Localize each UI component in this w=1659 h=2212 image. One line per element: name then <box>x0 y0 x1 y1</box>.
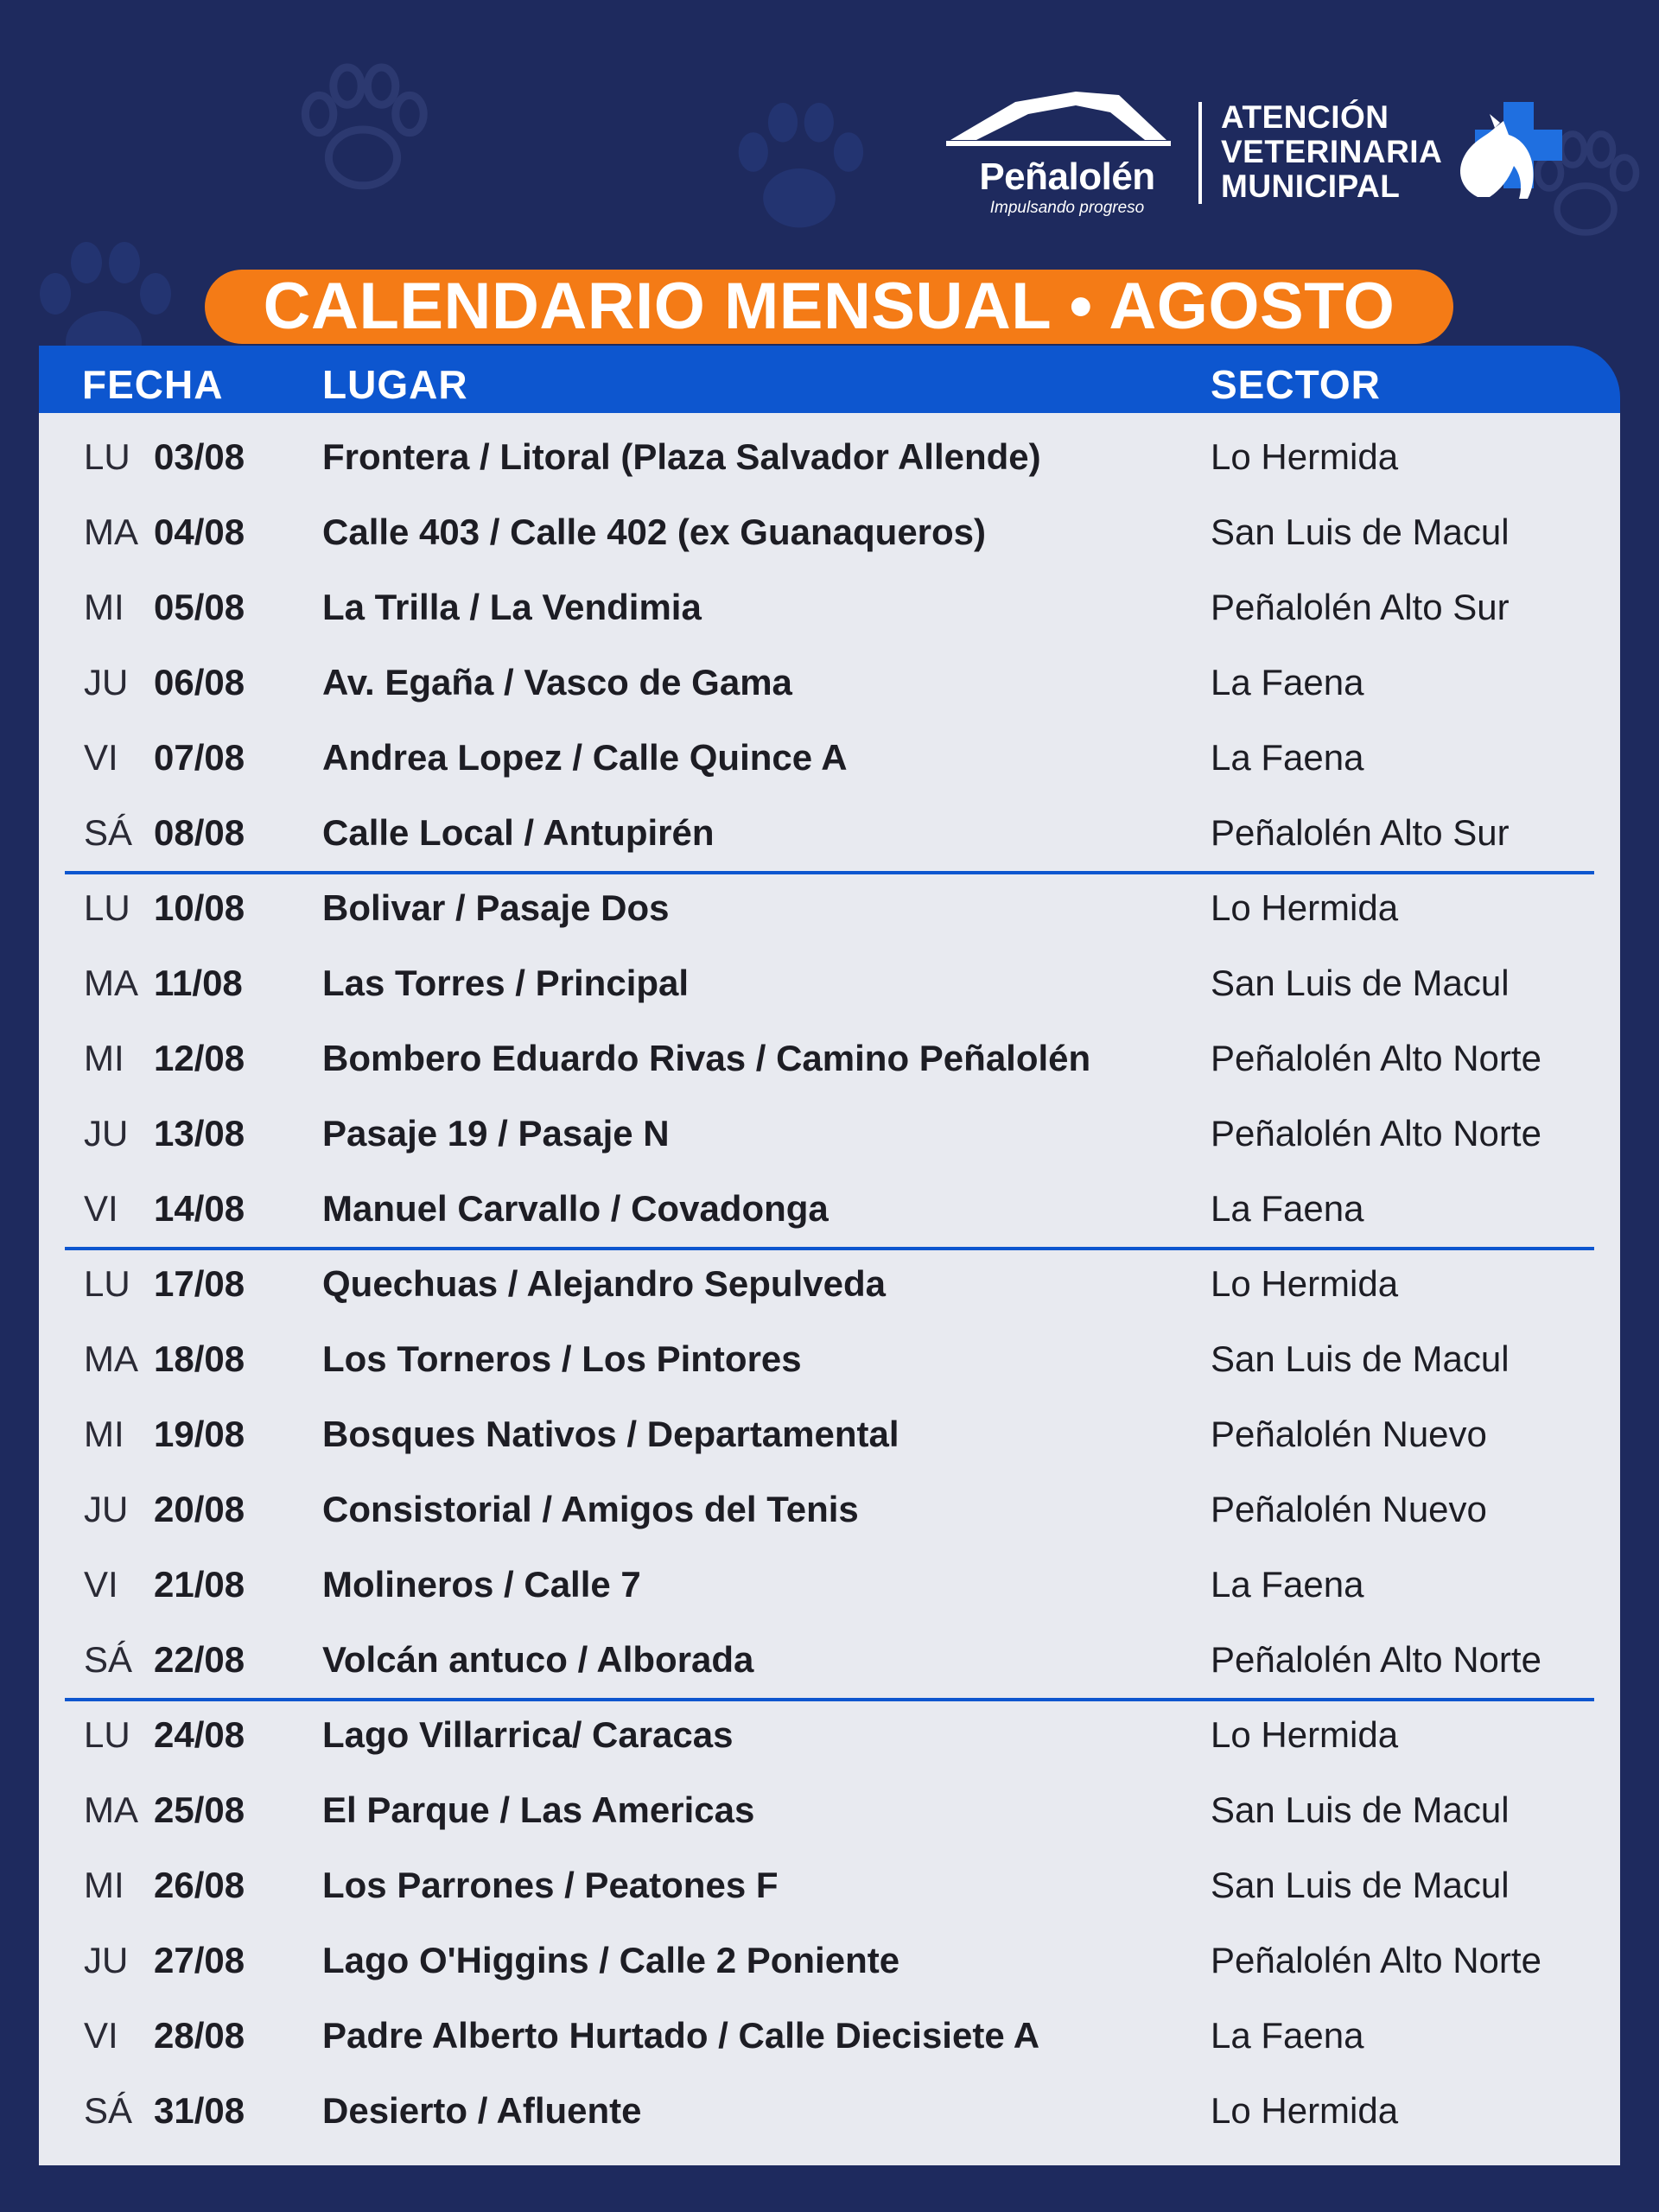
row-date: 22/08 <box>154 1639 245 1680</box>
table-row <box>39 1396 1620 1471</box>
row-day: MI <box>84 1038 124 1078</box>
header-divider <box>1198 102 1202 204</box>
paw-print-icon <box>285 52 441 207</box>
row-place: Bolivar / Pasaje Dos <box>322 887 670 928</box>
row-sector: Peñalolén Alto Sur <box>1211 812 1510 853</box>
row-place: La Trilla / La Vendimia <box>322 587 702 627</box>
row-date: 24/08 <box>154 1714 245 1755</box>
row-place: Pasaje 19 / Pasaje N <box>322 1113 670 1154</box>
title-banner <box>205 270 1453 344</box>
table-row <box>39 419 1620 494</box>
row-sector: La Faena <box>1211 2015 1364 2056</box>
table-row <box>39 1321 1620 1396</box>
row-place: Molineros / Calle 7 <box>322 1564 641 1605</box>
row-date: 05/08 <box>154 587 245 627</box>
row-date: 06/08 <box>154 662 245 702</box>
row-date: 20/08 <box>154 1489 245 1529</box>
row-place: Calle Local / Antupirén <box>322 812 715 853</box>
row-date: 07/08 <box>154 737 245 778</box>
table-row <box>39 945 1620 1020</box>
row-place: Av. Egaña / Vasco de Gama <box>322 662 792 702</box>
table-row <box>39 870 1620 945</box>
table-row <box>39 1547 1620 1622</box>
row-date: 11/08 <box>154 963 243 1003</box>
row-day: LU <box>84 887 130 928</box>
row-sector: Lo Hermida <box>1211 887 1399 928</box>
logo-slogan: Impulsando progreso <box>989 199 1145 217</box>
row-sector: Lo Hermida <box>1211 1263 1399 1304</box>
row-day: JU <box>84 1940 129 1980</box>
row-day: VI <box>84 1188 118 1229</box>
row-place: Calle 403 / Calle 402 (ex Guanaqueros) <box>322 512 987 552</box>
row-sector: San Luis de Macul <box>1211 1865 1510 1905</box>
row-place: Los Parrones / Peatones F <box>322 1865 779 1905</box>
row-day: MI <box>84 1865 124 1905</box>
row-day: JU <box>84 1489 129 1529</box>
table-row <box>39 1246 1620 1321</box>
schedule-table <box>39 413 1620 2165</box>
row-sector: San Luis de Macul <box>1211 963 1510 1003</box>
row-day: VI <box>84 1564 118 1605</box>
row-day: MA <box>84 1338 138 1379</box>
service-line: MUNICIPAL <box>1221 168 1401 204</box>
table-row <box>39 645 1620 720</box>
row-sector: San Luis de Macul <box>1211 512 1510 552</box>
row-place: Consistorial / Amigos del Tenis <box>322 1489 859 1529</box>
row-sector: La Faena <box>1211 1188 1364 1229</box>
row-place: Bombero Eduardo Rivas / Camino Peñalolén <box>322 1038 1091 1078</box>
header-date: FECHA <box>82 362 224 407</box>
row-day: SÁ <box>84 2090 133 2131</box>
row-day: MA <box>84 512 138 552</box>
row-day: SÁ <box>84 812 133 853</box>
row-place: Andrea Lopez / Calle Quince A <box>322 737 848 778</box>
table-row <box>39 494 1620 569</box>
row-day: VI <box>84 737 118 778</box>
table-row <box>39 569 1620 645</box>
row-date: 13/08 <box>154 1113 245 1154</box>
row-day: VI <box>84 2015 118 2056</box>
row-sector: Peñalolén Nuevo <box>1211 1414 1487 1454</box>
row-date: 10/08 <box>154 887 245 928</box>
row-date: 26/08 <box>154 1865 245 1905</box>
row-date: 18/08 <box>154 1338 245 1379</box>
row-sector: Lo Hermida <box>1211 1714 1399 1755</box>
row-day: JU <box>84 1113 129 1154</box>
row-date: 03/08 <box>154 436 245 477</box>
row-place: Padre Alberto Hurtado / Calle Diecisiete A <box>322 2015 1040 2056</box>
row-day: MA <box>84 1789 138 1830</box>
row-sector: Peñalolén Alto Norte <box>1211 1038 1541 1078</box>
row-day: SÁ <box>84 1639 133 1680</box>
table-row <box>39 1998 1620 2073</box>
paw-print-icon <box>717 86 881 251</box>
table-row <box>39 1171 1620 1246</box>
table-row <box>39 1923 1620 1998</box>
table-row <box>39 720 1620 795</box>
table-row <box>39 2073 1620 2148</box>
row-sector: Lo Hermida <box>1211 436 1399 477</box>
header-sector: SECTOR <box>1211 362 1381 407</box>
row-date: 31/08 <box>154 2090 245 2131</box>
row-sector: San Luis de Macul <box>1211 1338 1510 1379</box>
table-row <box>39 1772 1620 1847</box>
row-sector: Lo Hermida <box>1211 2090 1399 2131</box>
table-row <box>39 1471 1620 1547</box>
row-date: 19/08 <box>154 1414 245 1454</box>
row-date: 08/08 <box>154 812 245 853</box>
row-place: Lago O'Higgins / Calle 2 Poniente <box>322 1940 900 1980</box>
row-place: Volcán antuco / Alborada <box>322 1639 754 1680</box>
row-sector: San Luis de Macul <box>1211 1789 1510 1830</box>
row-date: 21/08 <box>154 1564 245 1605</box>
row-day: JU <box>84 662 129 702</box>
table-header <box>39 346 1620 413</box>
row-sector: Peñalolén Alto Norte <box>1211 1940 1541 1980</box>
row-date: 25/08 <box>154 1789 245 1830</box>
row-sector: Peñalolén Alto Sur <box>1211 587 1510 627</box>
table-row <box>39 795 1620 870</box>
row-place: Desierto / Afluente <box>322 2090 642 2131</box>
table-row <box>39 1020 1620 1096</box>
row-place: Lago Villarrica/ Caracas <box>322 1714 734 1755</box>
row-sector: La Faena <box>1211 662 1364 702</box>
row-date: 17/08 <box>154 1263 245 1304</box>
table-row <box>39 1847 1620 1923</box>
row-sector: Peñalolén Alto Norte <box>1211 1113 1541 1154</box>
row-day: LU <box>84 1263 130 1304</box>
row-day: MI <box>84 1414 124 1454</box>
row-sector: La Faena <box>1211 737 1364 778</box>
row-day: MA <box>84 963 138 1003</box>
mountain-logo-icon <box>946 86 1171 156</box>
service-name <box>1221 100 1442 204</box>
row-place: Las Torres / Principal <box>322 963 690 1003</box>
row-place: Los Torneros / Los Pintores <box>322 1338 802 1379</box>
service-line: ATENCIÓN <box>1221 99 1389 135</box>
row-day: MI <box>84 587 124 627</box>
table-row <box>39 1697 1620 1772</box>
row-sector: La Faena <box>1211 1564 1364 1605</box>
row-date: 28/08 <box>154 2015 245 2056</box>
row-date: 04/08 <box>154 512 245 552</box>
table-row <box>39 1622 1620 1697</box>
service-line: VETERINARIA <box>1221 134 1443 169</box>
row-day: LU <box>84 436 130 477</box>
row-date: 12/08 <box>154 1038 245 1078</box>
row-place: Bosques Nativos / Departamental <box>322 1414 899 1454</box>
header-place: LUGAR <box>322 362 468 407</box>
row-place: Frontera / Litoral (Plaza Salvador Allende) <box>322 436 1041 477</box>
page-title: CALENDARIO MENSUAL • AGOSTO <box>263 270 1395 343</box>
row-sector: Peñalolén Alto Norte <box>1211 1639 1541 1680</box>
pet-cross-icon <box>1452 102 1564 206</box>
row-place: El Parque / Las Americas <box>322 1789 755 1830</box>
row-sector: Peñalolén Nuevo <box>1211 1489 1487 1529</box>
row-place: Quechuas / Alejandro Sepulveda <box>322 1263 886 1304</box>
row-date: 14/08 <box>154 1188 245 1229</box>
row-day: LU <box>84 1714 130 1755</box>
logo-name: Peñalolén <box>979 156 1155 198</box>
row-date: 27/08 <box>154 1940 245 1980</box>
row-place: Manuel Carvallo / Covadonga <box>322 1188 829 1229</box>
table-row <box>39 1096 1620 1171</box>
